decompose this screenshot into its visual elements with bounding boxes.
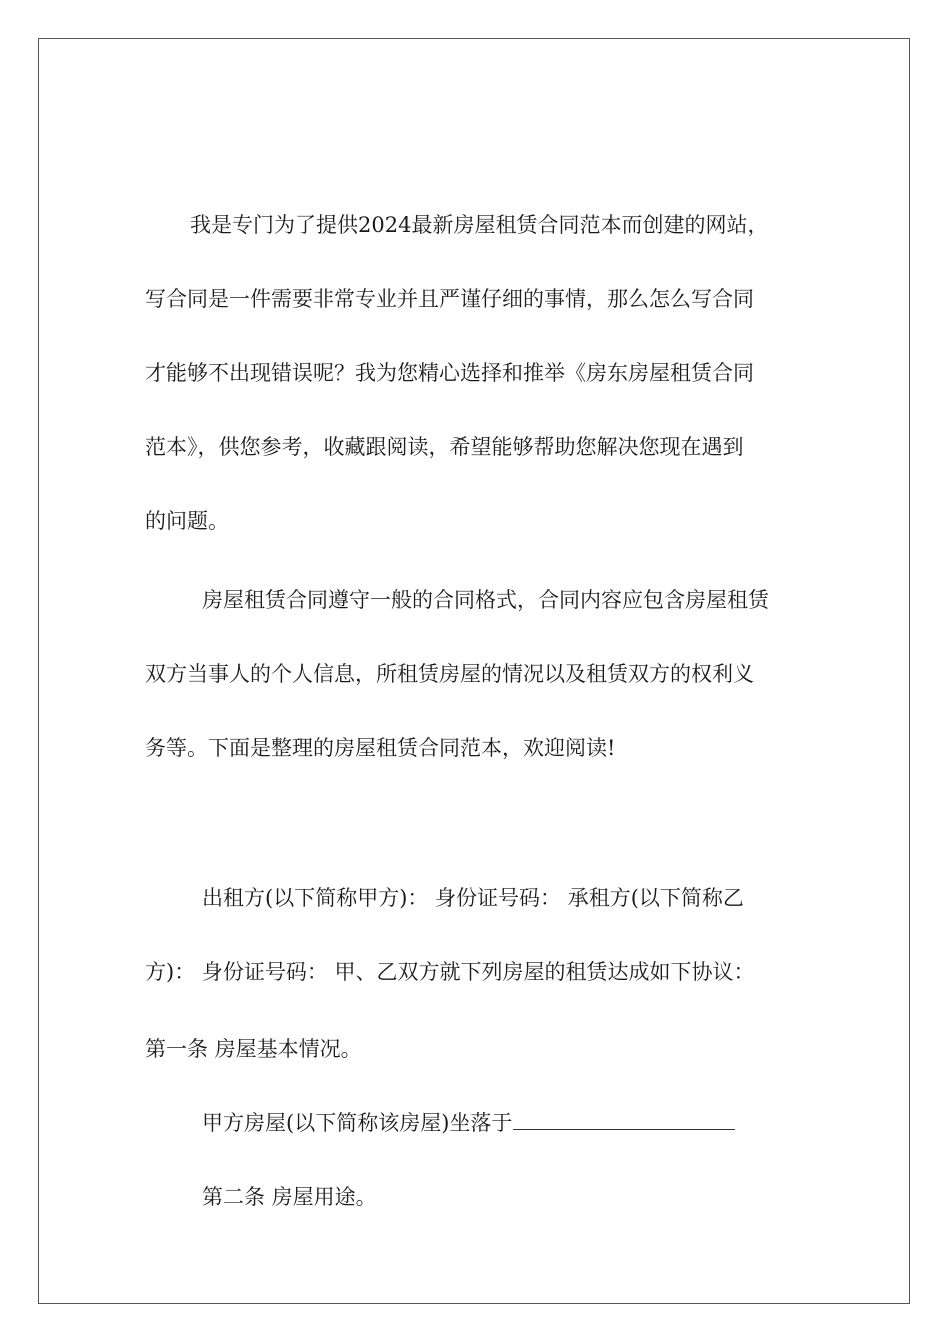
address-blank-line bbox=[513, 1109, 735, 1130]
parties-line-2: 方)： 身份证号码： 甲、乙双方就下列房屋的租赁达成如下协议： bbox=[145, 960, 755, 984]
summary-line-2: 双方当事人的个人信息，所租赁房屋的情况以及租赁双方的权利义 bbox=[145, 662, 754, 686]
intro-line-5: 的问题。 bbox=[145, 509, 229, 533]
summary-line-1: 房屋租赁合同遵守一般的合同格式，合同内容应包含房屋租赁 bbox=[202, 588, 769, 612]
summary-line-3: 务等。下面是整理的房屋租赁合同范本，欢迎阅读! bbox=[145, 736, 616, 760]
intro-line-4: 范本》，供您参考，收藏跟阅读，希望能够帮助您解决您现在遇到 bbox=[145, 435, 744, 459]
article-1-title: 第一条 房屋基本情况。 bbox=[145, 1037, 362, 1061]
article-1-text-row bbox=[202, 1109, 735, 1137]
intro-line-2: 写合同是一件需要非常专业并且严谨仔细的事情，那么怎么写合同 bbox=[145, 287, 754, 311]
intro-line-3: 才能够不出现错误呢？我为您精心选择和推举《房东房屋租赁合同 bbox=[145, 361, 754, 385]
article-1-text: 甲方房屋(以下简称该房屋)坐落于 bbox=[202, 1111, 513, 1135]
parties-line-1: 出租方(以下简称甲方)： 身份证号码： 承租方(以下简称乙 bbox=[202, 886, 744, 910]
article-2-title: 第二条 房屋用途。 bbox=[202, 1185, 377, 1209]
intro-line-1: 我是专门为了提供2024最新房屋租赁合同范本而创建的网站， bbox=[190, 213, 769, 237]
